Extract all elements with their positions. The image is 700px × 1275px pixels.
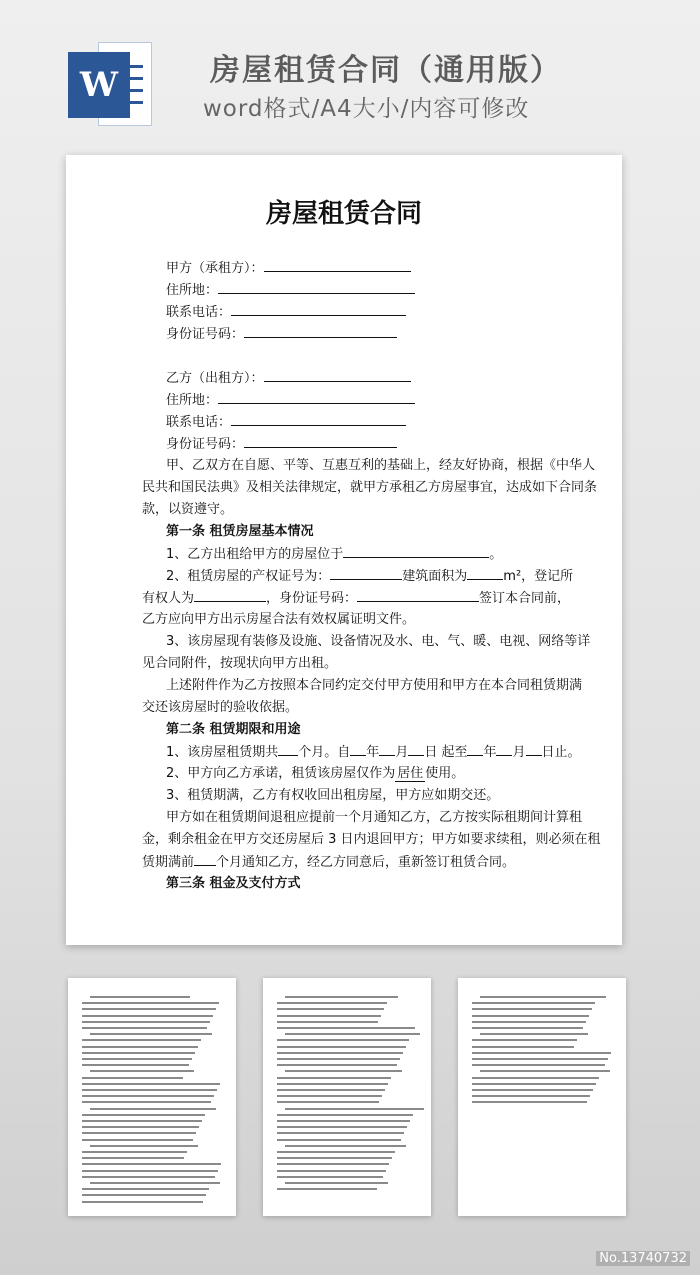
- thumbnail-text-line: [472, 1077, 599, 1079]
- thumbnail-text-line: [277, 1101, 379, 1103]
- document-page-main: [66, 155, 622, 945]
- article-1-item-1: 1、乙方出租给甲方的房屋位于 。: [166, 547, 503, 562]
- thumbnail-text-line: [277, 1114, 413, 1116]
- thumbnail-text-line: [285, 1145, 406, 1147]
- thumbnail-text-line: [480, 1070, 610, 1072]
- party-a-label-row: 甲方（承租方）：: [166, 259, 411, 278]
- thumbnail-text-line: [285, 1070, 402, 1072]
- thumbnail-text-line: [82, 1194, 206, 1196]
- thumbnail-text-line: [480, 996, 606, 998]
- thumbnail-text-line: [82, 1132, 196, 1134]
- thumbnail-page-2[interactable]: [68, 978, 236, 1216]
- article-2-note-2: 金，剩余租金在甲方交还房屋后 3 日内退回甲方；甲方如要求续租，则必须在租: [142, 832, 601, 847]
- banner-header: [0, 0, 700, 140]
- article-1-item-3: 3、该房屋现有装修及设施、设备情况及水、电、气、暖、电视、网络等详: [166, 634, 591, 649]
- thumbnail-text-line: [277, 1157, 392, 1159]
- thumbnail-text-line: [277, 1008, 384, 1010]
- thumbnail-text-line: [82, 1002, 219, 1004]
- thumbnail-text-line: [277, 1176, 383, 1178]
- intro-line-2: 民共和国民法典》及相关法律规定，就甲方承租乙方房屋事宜，达成如下合同条: [142, 480, 598, 495]
- thumbnail-text-line: [472, 1021, 586, 1023]
- party-b-address-row: 住所地：: [166, 391, 415, 410]
- thumbnail-text-line: [82, 1021, 210, 1023]
- thumbnail-text-line: [82, 1095, 214, 1097]
- thumbnail-text-line: [82, 1101, 211, 1103]
- thumbnail-text-line: [472, 1039, 577, 1041]
- party-b-label-row: 乙方（出租方）：: [166, 369, 411, 388]
- thumbnail-text-line: [472, 1015, 589, 1017]
- banner-subtitle: word格式/A4大小/内容可修改: [203, 96, 530, 122]
- thumbnail-text-line: [82, 1008, 216, 1010]
- thumbnail-text-line: [285, 1182, 388, 1184]
- party-a-id-row: 身份证号码：: [166, 325, 397, 344]
- thumbnail-text-line: [472, 1083, 596, 1085]
- thumbnail-page-3[interactable]: [263, 978, 431, 1216]
- article-1-note-cont: 交还该房屋时的验收依据。: [142, 700, 299, 715]
- thumbnail-text-line: [82, 1114, 205, 1116]
- thumbnail-text-line: [277, 1139, 401, 1141]
- thumbnail-text-line: [285, 1108, 424, 1110]
- thumbnail-text-line: [277, 1002, 387, 1004]
- thumbnail-text-line: [480, 1033, 588, 1035]
- party-b-id-row: 身份证号码：: [166, 435, 397, 454]
- thumbnail-text-line: [82, 1052, 195, 1054]
- thumbnail-text-line: [90, 1033, 212, 1035]
- thumbnail-text-line: [90, 1182, 220, 1184]
- intro-line-1: 甲、乙双方在自愿、平等、互惠互利的基础上，经友好协商，根据《中华人: [166, 458, 596, 473]
- thumbnail-text-line: [82, 1126, 199, 1128]
- thumbnail-text-line: [277, 1126, 407, 1128]
- thumbnail-text-line: [277, 1170, 386, 1172]
- intro-line-3: 款，以资遵守。: [142, 502, 234, 517]
- party-b-phone-row: 联系电话：: [166, 413, 406, 432]
- thumbnail-text-line: [82, 1089, 217, 1091]
- thumbnail-text-line: [472, 1095, 590, 1097]
- thumbnail-text-line: [82, 1188, 209, 1190]
- thumbnail-text-line: [472, 1058, 608, 1060]
- article-2-heading: 第二条 租赁期限和用途: [166, 722, 301, 737]
- thumbnail-text-line: [82, 1201, 203, 1203]
- thumbnail-text-line: [472, 1027, 583, 1029]
- thumbnail-text-line: [82, 1157, 184, 1159]
- article-1-item-2-end: 乙方应向甲方出示房屋合法有效权属证明文件。: [142, 612, 416, 627]
- article-1-heading: 第一条 租赁房屋基本情况: [166, 524, 314, 539]
- article-2-note-3: 赁期满前 个月通知乙方，经乙方同意后，重新签订租赁合同。: [142, 855, 516, 870]
- thumbnail-text-line: [82, 1039, 201, 1041]
- watermark-id: No.13740732: [596, 1251, 690, 1266]
- thumbnail-text-line: [90, 1145, 198, 1147]
- thumbnail-page-4[interactable]: [458, 978, 626, 1216]
- thumbnail-text-line: [285, 1033, 420, 1035]
- thumbnail-text-line: [82, 1046, 198, 1048]
- thumbnail-text-line: [82, 1015, 213, 1017]
- thumbnail-text-line: [82, 1170, 218, 1172]
- thumbnail-text-line: [82, 1163, 221, 1165]
- thumbnail-text-line: [472, 1002, 595, 1004]
- thumbnail-text-line: [82, 1077, 183, 1079]
- thumbnail-text-line: [277, 1064, 397, 1066]
- thumbnail-text-line: [277, 1039, 409, 1041]
- thumbnail-text-line: [90, 1070, 194, 1072]
- thumbnail-text-line: [82, 1151, 187, 1153]
- thumbnail-text-line: [82, 1176, 215, 1178]
- thumbnail-text-line: [472, 1089, 593, 1091]
- article-2-item-3: 3、租赁期满，乙方有权收回出租房屋，甲方应如期交还。: [166, 788, 500, 803]
- thumbnail-text-line: [277, 1089, 385, 1091]
- thumbnail-text-line: [277, 1015, 381, 1017]
- party-a-address-row: 住所地：: [166, 281, 415, 300]
- thumbnail-text-line: [82, 1027, 207, 1029]
- thumbnail-text-line: [277, 1095, 382, 1097]
- party-a-phone-row: 联系电话：: [166, 303, 406, 322]
- thumbnail-text-line: [472, 1064, 605, 1066]
- thumbnail-text-line: [277, 1027, 415, 1029]
- thumbnail-text-line: [277, 1132, 404, 1134]
- thumbnail-text-line: [82, 1064, 189, 1066]
- thumbnail-text-line: [82, 1139, 193, 1141]
- thumbnail-text-line: [285, 996, 398, 998]
- thumbnail-text-line: [277, 1077, 391, 1079]
- thumbnail-text-line: [472, 1101, 587, 1103]
- thumbnail-text-line: [277, 1120, 410, 1122]
- thumbnail-text-line: [90, 1108, 216, 1110]
- article-1-item-2: 2、租赁房屋的产权证号为： 建筑面积为 m²，登记所: [166, 569, 574, 584]
- thumbnail-text-line: [277, 1163, 389, 1165]
- word-icon: [68, 42, 150, 124]
- thumbnail-text-line: [472, 1046, 574, 1048]
- article-1-item-2-cont: 有权人为 ，身份证号码： 签订本合同前，: [142, 591, 571, 606]
- thumbnail-text-line: [82, 1120, 202, 1122]
- thumbnail-text-line: [82, 1058, 192, 1060]
- thumbnail-text-line: [277, 1083, 388, 1085]
- thumbnail-text-line: [90, 996, 190, 998]
- article-2-item-1: 1、该房屋租赁期共 个月。自 年 月 日 起至 年 月 日止。: [166, 745, 581, 760]
- thumbnail-text-line: [82, 1083, 220, 1085]
- thumbnail-text-line: [472, 1008, 592, 1010]
- article-2-note-1: 甲方如在租赁期间退租应提前一个月通知乙方，乙方按实际租期间计算租: [166, 810, 583, 825]
- word-icon-letter: W: [68, 52, 130, 118]
- article-1-item-3-cont: 见合同附件，按现状向甲方出租。: [142, 656, 338, 671]
- thumbnail-text-line: [277, 1021, 378, 1023]
- banner-title: 房屋租赁合同（通用版）: [210, 53, 562, 88]
- thumbnail-text-line: [472, 1052, 611, 1054]
- document-title: 房屋租赁合同: [265, 199, 422, 229]
- thumbnail-text-line: [277, 1188, 377, 1190]
- article-2-item-2: 2、甲方向乙方承诺，租赁该房屋仅作为 居住 使用。: [166, 766, 465, 781]
- thumbnail-text-line: [277, 1046, 406, 1048]
- thumbnail-text-line: [277, 1052, 403, 1054]
- thumbnail-text-line: [277, 1058, 400, 1060]
- article-3-heading: 第三条 租金及支付方式: [166, 876, 301, 891]
- thumbnail-text-line: [277, 1151, 395, 1153]
- article-1-note: 上述附件作为乙方按照本合同约定交付甲方使用和甲方在本合同租赁期满: [166, 678, 583, 693]
